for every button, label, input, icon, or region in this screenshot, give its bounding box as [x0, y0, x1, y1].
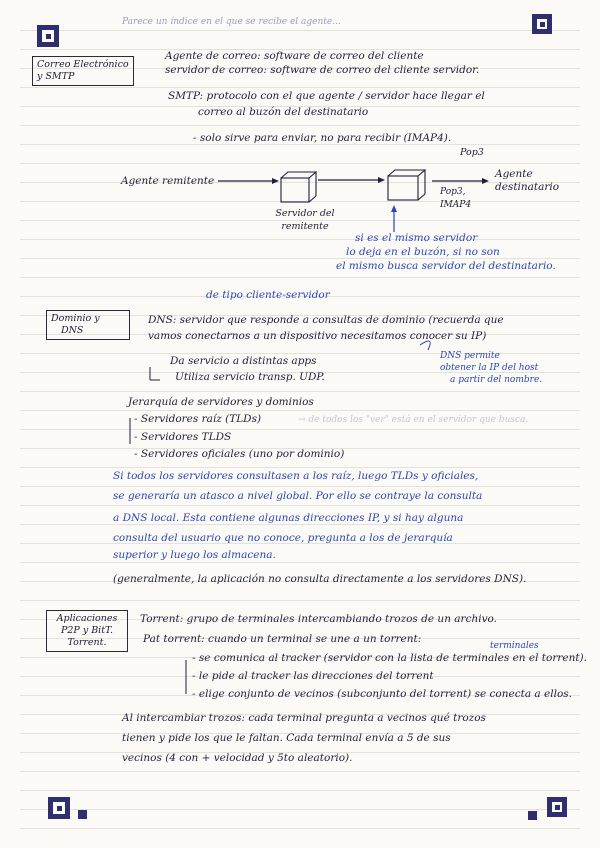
- server-box-receiver: [388, 170, 425, 200]
- dns-paragraph: a DNS local. Esta contiene algunas direcciones IP, y si hay alguna: [113, 512, 464, 524]
- dns-paragraph: consulta del usuario que no conoce, pregunta a los de jerarquía: [113, 532, 453, 544]
- section-label-dns: [46, 310, 130, 340]
- section-label-line: y SMTP: [37, 71, 75, 82]
- blue-note: si es el mismo servidor: [355, 232, 478, 244]
- p2p-line: Al intercambiar trozos: cada terminal pregunta a vecinos qué trozos: [122, 712, 486, 724]
- section-label-p2p: [46, 610, 128, 652]
- section-label-line: P2P y BitT.: [60, 625, 114, 636]
- p2p-line: - se comunica al tracker (servidor con la lista de terminales en el torrent).: [192, 652, 587, 664]
- section-label-line: Aplicaciones: [56, 613, 118, 624]
- header-note: Parece un índice en el que se recibe el agente...: [122, 17, 341, 27]
- section-label-line: DNS: [61, 325, 84, 336]
- dns-line: Da servicio a distintas apps: [170, 355, 317, 367]
- p2p-above-note: terminales: [490, 641, 539, 651]
- dns-light-note: → de todos los "ver" está en el servidor que busca.: [298, 415, 529, 425]
- email-line: - solo sirve para enviar, no para recibir (IMAP4).: [193, 132, 452, 144]
- dns-paragraph: (generalmente, la aplicación no consulta directamente a los servidores DNS).: [113, 573, 527, 585]
- email-line: servidor de correo: software de correo del cliente servidor.: [165, 64, 480, 76]
- email-line: Agente de correo: software de correo del cliente: [165, 50, 424, 62]
- dns-top-note: de tipo cliente-servidor: [206, 289, 330, 301]
- dns-paragraph: Si todos los servidores consultasen a los raíz, luego TLDs y oficiales,: [113, 470, 479, 482]
- pop3-note: Pop3: [460, 147, 484, 158]
- section-label-line: Dominio y: [51, 313, 100, 324]
- dns-line: Utiliza servicio transp. UDP.: [175, 371, 325, 383]
- p2p-line: vecinos (4 con + velocidad y 5to aleatorio).: [122, 752, 353, 764]
- p2p-line: Torrent: grupo de terminales intercambiando trozos de un archivo.: [140, 613, 497, 625]
- dns-line: vamos conectarnos a un dispositivo necesitamos conocer su IP): [148, 330, 487, 342]
- dns-blue-note: a partir del nombre.: [450, 375, 543, 385]
- dns-line: DNS: servidor que responde a consultas de dominio (recuerda que: [148, 314, 504, 326]
- dns-paragraph: superior y luego los almacena.: [113, 549, 276, 561]
- email-line: correo al buzón del destinatario: [198, 106, 369, 118]
- dns-blue-note: obtener la IP del host: [440, 363, 539, 373]
- dns-line: - Servidores raíz (TLDs): [134, 413, 262, 425]
- diagram-protocol-label: Pop3, IMAP4: [440, 187, 472, 210]
- diagram-receiver-label: Agente destinatario: [495, 168, 560, 193]
- server-box-sender: [281, 172, 316, 202]
- dns-line: - Servidores TLDS: [134, 431, 232, 443]
- dns-paragraph: se generaría un atasco a nivel global. Por ello se contraye la consulta: [113, 490, 483, 502]
- section-label-line: Correo Electrónico: [37, 59, 129, 70]
- email-line: SMTP: protocolo con el que agente / servidor hace llegar el: [168, 90, 485, 102]
- p2p-line: - elige conjunto de vecinos (subconjunto del torrent) se conecta a ellos.: [192, 688, 573, 700]
- diagram-server-label: Servidor del remitente: [275, 208, 335, 232]
- section-label-line: Torrent.: [67, 637, 107, 648]
- diagram-sender-label: Agente remitente: [121, 175, 215, 187]
- blue-note: el mismo busca servidor del destinatario.: [336, 260, 556, 272]
- dns-line: - Servidores oficiales (uno por dominio): [134, 448, 345, 460]
- p2p-line: - le pide al tracker las direcciones del torrent: [192, 670, 434, 682]
- dns-line: Jerarquía de servidores y dominios: [128, 396, 314, 408]
- dns-blue-note: DNS permite: [440, 351, 500, 361]
- p2p-line: tienen y pide los que le faltan. Cada terminal envía a 5 de sus: [122, 732, 451, 744]
- blue-note: lo deja en el buzón, si no son: [346, 246, 500, 258]
- p2p-line: Pat torrent: cuando un terminal se une a un torrent:: [143, 633, 422, 645]
